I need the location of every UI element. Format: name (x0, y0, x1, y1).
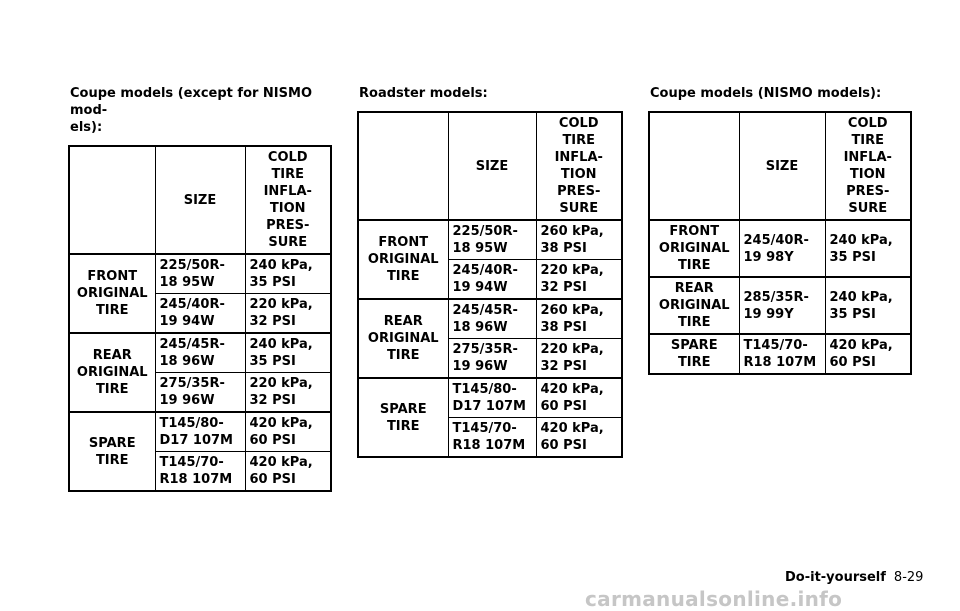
section-nismo (648, 85, 918, 375)
tire-position: FRONT ORIGINAL TIRE (649, 220, 739, 277)
size-header: SIZE (155, 146, 245, 254)
tire-pressure: 260 kPa, 38 PSI (536, 220, 622, 260)
tire-pressure-table (648, 111, 912, 375)
tire-pressure-table (68, 145, 332, 492)
tire-size: T145/70- R18 107M (739, 334, 825, 374)
tire-pressure: 220 kPa, 32 PSI (536, 339, 622, 379)
tire-pressure: 260 kPa, 38 PSI (536, 299, 622, 339)
tire-pressure: 420 kPa, 60 PSI (245, 452, 331, 492)
section-coupe (68, 85, 336, 492)
tire-size: 225/50R- 18 95W (155, 254, 245, 294)
position-header (649, 112, 739, 220)
table-row (649, 334, 911, 374)
tire-pressure: 420 kPa, 60 PSI (825, 334, 911, 374)
tire-pressure: 220 kPa, 32 PSI (245, 294, 331, 334)
section-heading: Roadster models: (359, 86, 488, 101)
footer-section-title: Do-it-yourself (785, 570, 886, 585)
watermark-logo: carmanualsonline.info (585, 587, 843, 611)
tire-size: T145/70- R18 107M (448, 418, 536, 458)
tire-pressure: 420 kPa, 60 PSI (536, 418, 622, 458)
pressure-header: COLD TIRE INFLA- TION PRES- SURE (825, 112, 911, 220)
size-header: SIZE (448, 112, 536, 220)
tire-size: 245/40R- 19 98Y (739, 220, 825, 277)
tire-size: 285/35R- 19 99Y (739, 277, 825, 334)
pressure-header: COLD TIRE INFLA- TION PRES- SURE (245, 146, 331, 254)
table-row (358, 299, 622, 339)
tire-position: REAR ORIGINAL TIRE (69, 333, 155, 412)
tire-size: 245/45R- 18 96W (155, 333, 245, 373)
table-row (649, 220, 911, 277)
tire-size: 245/40R- 19 94W (448, 260, 536, 300)
tire-position: REAR ORIGINAL TIRE (649, 277, 739, 334)
tire-size: 245/45R- 18 96W (448, 299, 536, 339)
tire-pressure: 420 kPa, 60 PSI (536, 378, 622, 418)
table-row (69, 254, 331, 294)
table-row (69, 333, 331, 373)
tire-pressure: 220 kPa, 32 PSI (536, 260, 622, 300)
table-row (649, 277, 911, 334)
tire-position: FRONT ORIGINAL TIRE (69, 254, 155, 333)
table-row (358, 378, 622, 418)
tire-position: REAR ORIGINAL TIRE (358, 299, 448, 378)
page-footer (785, 569, 923, 586)
table-row (358, 220, 622, 260)
tire-pressure: 240 kPa, 35 PSI (825, 277, 911, 334)
tire-size: T145/80- D17 107M (448, 378, 536, 418)
section-heading: Coupe models (NISMO models): (650, 86, 882, 101)
tire-pressure: 240 kPa, 35 PSI (245, 254, 331, 294)
tire-position: SPARE TIRE (358, 378, 448, 457)
tire-size: 245/40R- 19 94W (155, 294, 245, 334)
page-number: 8-29 (893, 570, 924, 585)
tire-pressure: 220 kPa, 32 PSI (245, 373, 331, 413)
section-heading: Coupe models (except for NISMO mod- els): (70, 86, 312, 135)
tire-pressure: 420 kPa, 60 PSI (245, 412, 331, 452)
tire-size: 275/35R- 19 96W (448, 339, 536, 379)
tire-pressure-table (357, 111, 623, 458)
tire-size: T145/70- R18 107M (155, 452, 245, 492)
pressure-header: COLD TIRE INFLA- TION PRES- SURE (536, 112, 622, 220)
table-row (69, 412, 331, 452)
tire-position: FRONT ORIGINAL TIRE (358, 220, 448, 299)
tire-pressure: 240 kPa, 35 PSI (825, 220, 911, 277)
position-header (358, 112, 448, 220)
tire-size: T145/80- D17 107M (155, 412, 245, 452)
tire-size: 225/50R- 18 95W (448, 220, 536, 260)
section-roadster (357, 85, 629, 458)
tire-position: SPARE TIRE (69, 412, 155, 491)
tire-pressure: 240 kPa, 35 PSI (245, 333, 331, 373)
tire-size: 275/35R- 19 96W (155, 373, 245, 413)
size-header: SIZE (739, 112, 825, 220)
tire-position: SPARE TIRE (649, 334, 739, 374)
position-header (69, 146, 155, 254)
